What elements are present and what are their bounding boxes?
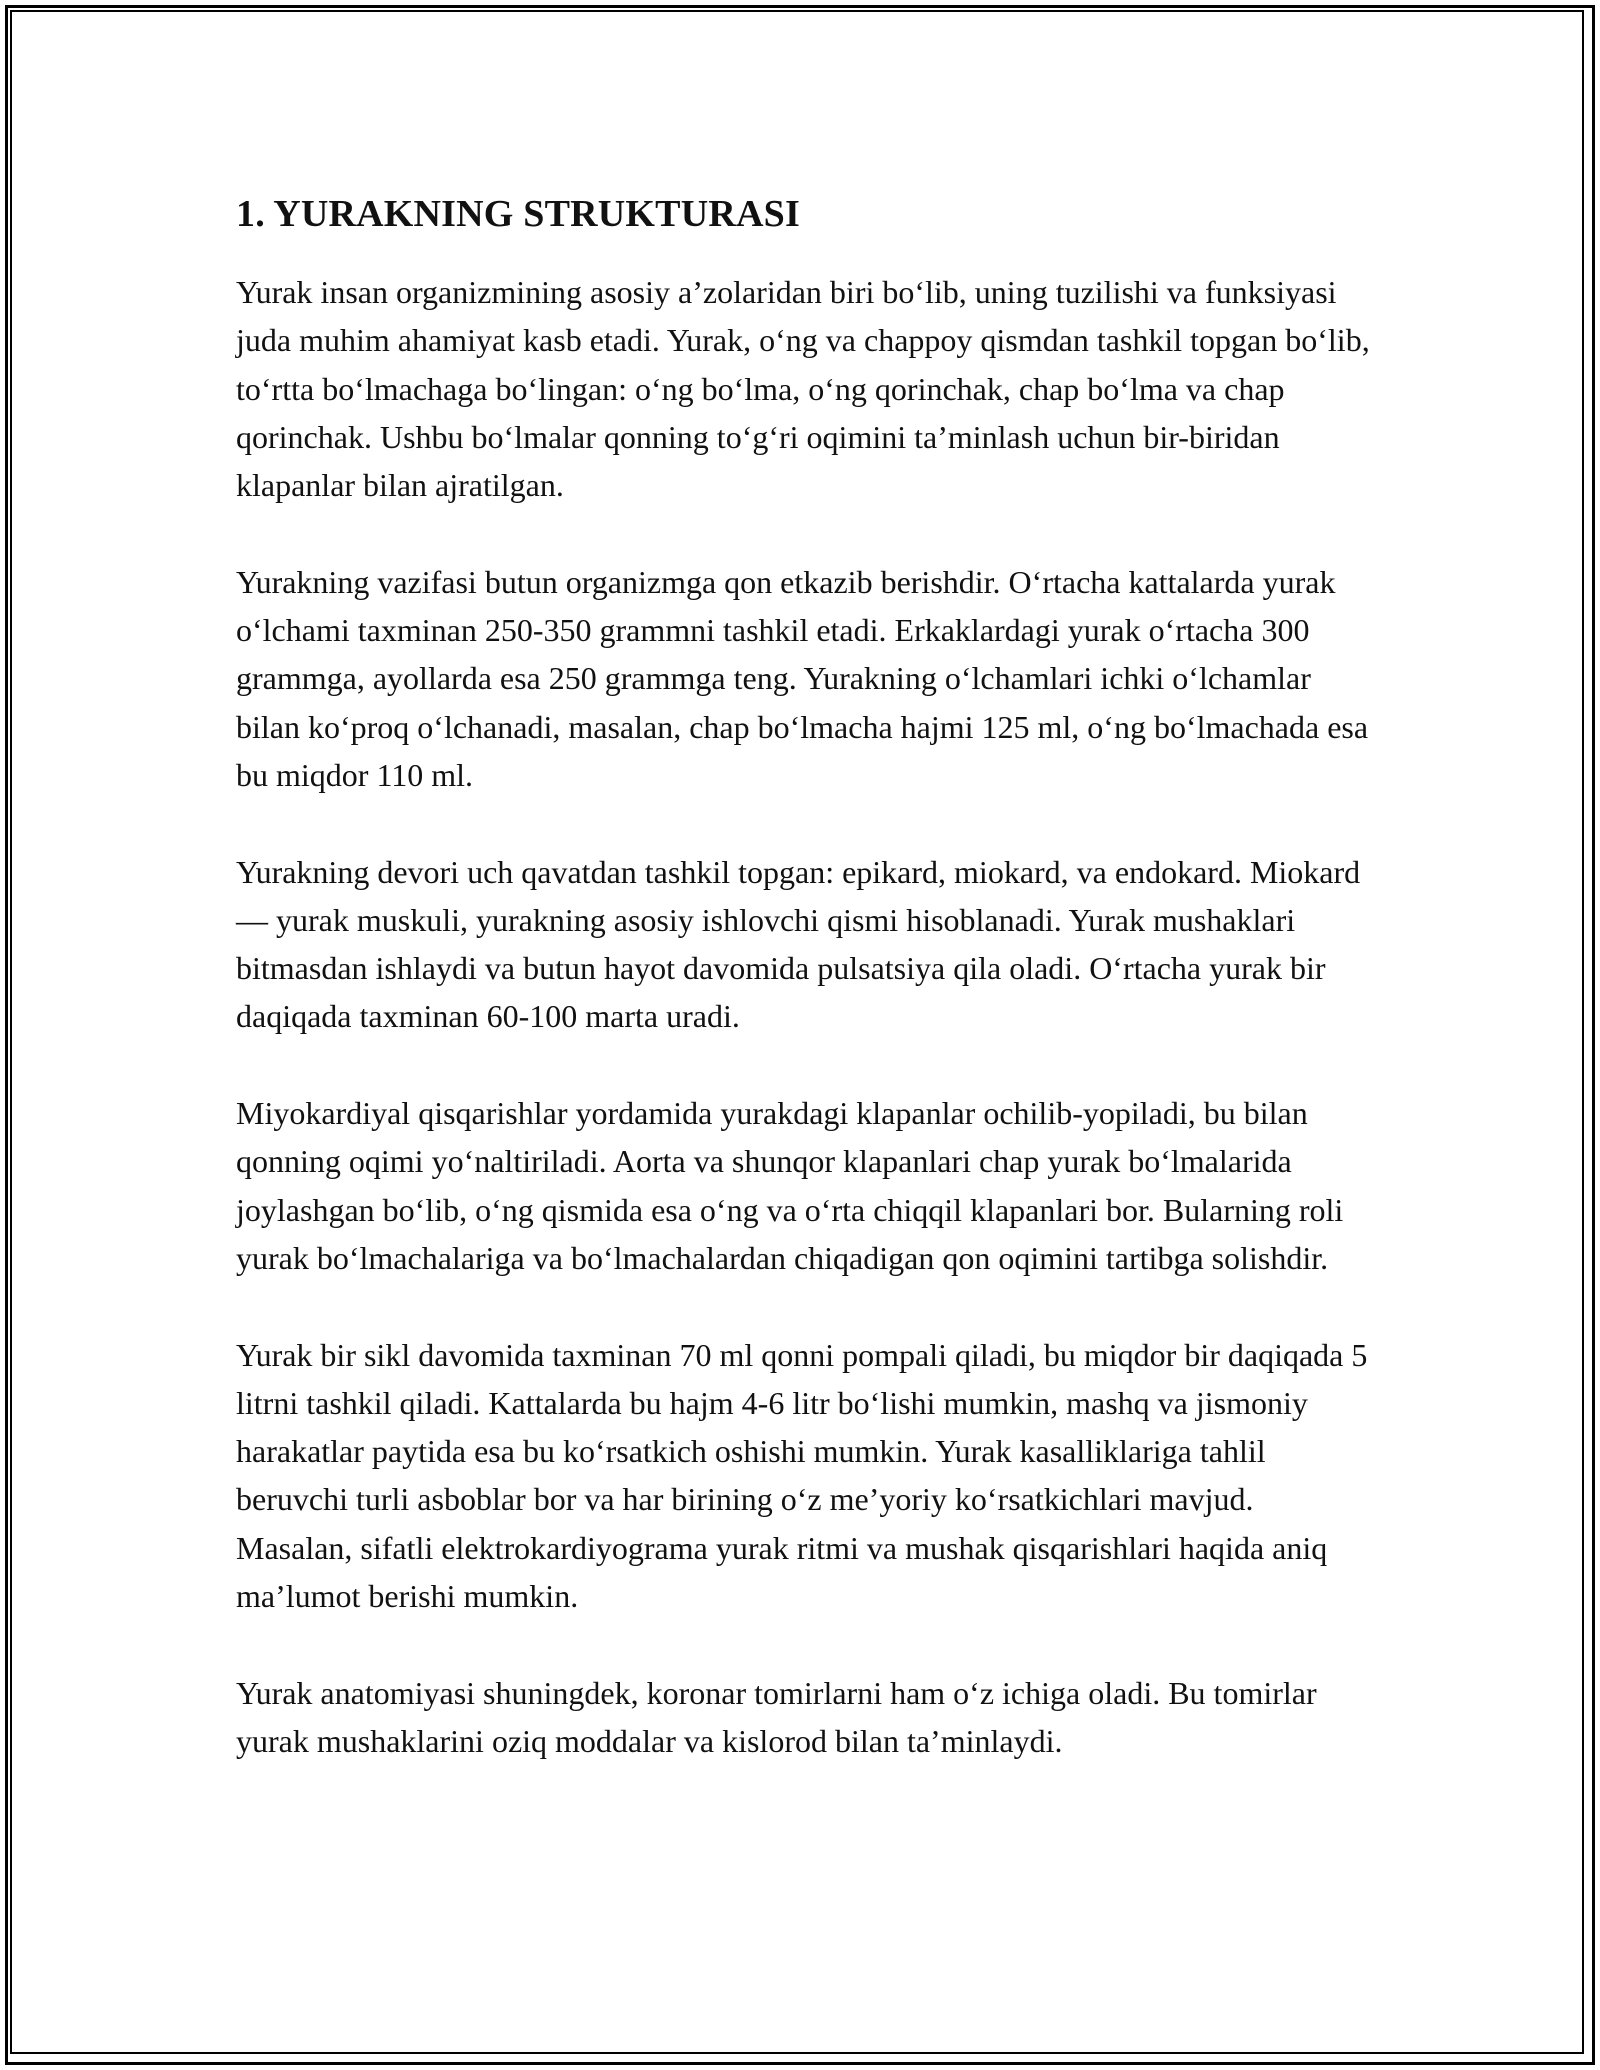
paragraph-4: Miyokardiyal qisqarishlar yordamida yurakdagi klapanlar ochilib-yopiladi, bu bilan qonning oqimi yo‘naltiriladi. Aorta va shunqor klapanlari chap yurak bo‘lmalarida joylashgan bo‘lib, o‘ng qismida esa o‘ng va o‘rta chiqqil klapanlari bor. Bularning roli yurak bo‘lmachalariga va bo‘lmachalardan chiqadigan qon oqimini tartibga solishdir. (236, 1095, 1344, 1276)
paragraph-2: Yurakning vazifasi butun organizmga qon etkazib berishdir. O‘rtacha kattalarda yurak o‘lchami taxminan 250-350 grammni tashkil etadi. Erkaklardagi yurak o‘rtacha 300 grammga, ayollarda esa 250 grammga teng. Yurakning o‘lchamlari ichki o‘lchamlar bilan ko‘proq o‘lchanadi, masalan, chap bo‘lmacha hajmi 125 ml, o‘ng bo‘lmachada esa bu miqdor 110 ml. (236, 563, 1369, 793)
document-title: 1. YURAKNING STRUKTURASI (236, 193, 800, 235)
document-body (236, 184, 1376, 1814)
paragraph-1: Yurak insan organizmining asosiy a’zolaridan biri bo‘lib, uning tuzilishi va funksiyasi juda muhim ahamiyat kasb etadi. Yurak, o‘ng va chappoy qismdan tashkil topgan bo‘lib, to‘rtta bo‘lmachaga bo‘lingan: o‘ng bo‘lma, o‘ng qorinchak, chap bo‘lma va chap qorinchak. Ushbu bo‘lmalar qonning to‘g‘ri oqimini ta’minlash uchun bir-biridan klapanlar bilan ajratilgan. (236, 274, 1370, 504)
paragraph-6: Yurak anatomiyasi shuningdek, koronar tomirlarni ham o‘z ichiga oladi. Bu tomirlar yurak mushaklarini oziq moddalar va kislorod bilan ta’minlaydi. (236, 1674, 1317, 1759)
paragraph-3: Yurakning devori uch qavatdan tashkil topgan: epikard, miokard, va endokard. Miokard — yurak muskuli, yurakning asosiy ishlovchi qismi hisoblanadi. Yurak mushaklari bitmasdan ishlaydi va butun hayot davomida pulsatsiya qila oladi. O‘rtacha yurak bir daqiqada taxminan 60-100 marta uradi. (236, 853, 1361, 1035)
paragraph-5: Yurak bir sikl davomida taxminan 70 ml qonni pompali qiladi, bu miqdor bir daqiqada 5 litrni tashkil qiladi. Kattalarda bu hajm 4-6 litr bo‘lishi mumkin, mashq va jismoniy harakatlar paytida esa bu ko‘rsatkich oshishi mumkin. Yurak kasalliklariga tahlil beruvchi turli asboblar bor va har birining o‘z me’yoriy ko‘rsatkichlari mavjud. Masalan, sifatli elektrokardiyograma yurak ritmi va mushak qisqarishlari haqida aniq ma’lumot berishi mumkin. (236, 1336, 1368, 1615)
